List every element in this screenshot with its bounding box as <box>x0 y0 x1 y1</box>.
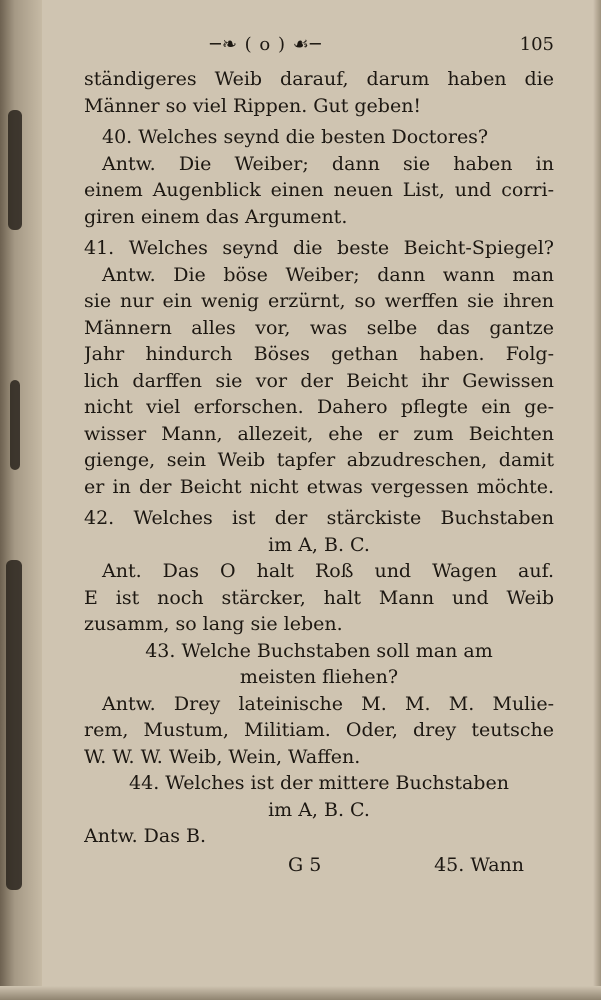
page-number: 105 <box>519 34 554 55</box>
page-edge <box>593 0 601 1000</box>
text-line: zusamm, so lang sie leben. <box>84 613 343 635</box>
question-heading: meisten fliehen? <box>239 666 399 688</box>
page-text <box>84 28 554 884</box>
question-heading: im A, B. C. <box>268 798 370 821</box>
page-footer <box>84 854 554 884</box>
running-head <box>84 28 554 66</box>
text-line: W. W. W. Weib, Wein, Waffen. <box>84 745 361 768</box>
text-line: Männer so viel Rippen. Gut geben! <box>84 94 422 117</box>
text-line: einem Augenblick einen neuen List, und corri- <box>84 179 554 201</box>
text-line: Männern alles vor, was selbe das gantze <box>84 316 554 339</box>
question-heading: im A, B. C. <box>268 533 370 556</box>
text-line: wisser Mann, allezeit, ehe er zum Beichten <box>84 422 554 445</box>
binding-stain <box>8 110 22 230</box>
text-line: giren einem das Argument. <box>84 205 348 228</box>
text-line: er in der Beicht nicht etwas vergessen möchte. <box>84 475 554 498</box>
page-bottom-edge <box>0 986 601 1000</box>
text-line: lich darffen sie vor der Beicht ihr Gewissen <box>84 369 554 392</box>
binding-stain <box>10 380 20 470</box>
binding-stain <box>6 560 22 890</box>
question-heading: 42. Welches ist der stärckiste Buchstaben <box>84 507 554 529</box>
catchword: 45. Wann <box>434 853 524 876</box>
answer-line: Antw. Die böse Weiber; dann wann man <box>102 263 554 286</box>
text-line: gienge, sein Weib tapfer abzudreschen, damit <box>84 449 554 471</box>
header-ornament: ─❧ ( o ) ☙─ <box>210 34 322 55</box>
question-heading: 44. Welches ist der mittere Buchstaben <box>129 772 509 794</box>
text-line: Jahr hindurch Böses gethan haben. Folg- <box>84 343 554 365</box>
text-line: sie nur ein wenig erzürnt, so werffen sie ihren <box>84 290 554 312</box>
answer-line: Antw. Die Weiber; dann sie haben in <box>102 152 554 175</box>
text-line: nicht viel erforschen. Dahero pflegte ein ge- <box>84 396 554 418</box>
text-line: E ist noch stärcker, halt Mann und Weib <box>84 586 554 609</box>
text-line: rem, Mustum, Militiam. Oder, drey teutsche <box>84 719 554 741</box>
question-heading: 40. Welches seynd die besten Doctores? <box>102 126 489 148</box>
answer-line: Ant. Das O halt Roß und Wagen auf. <box>102 560 554 582</box>
signature-mark: G 5 <box>288 853 322 876</box>
question-heading: 41. Welches seynd die beste Beicht-Spiegel? <box>84 237 554 259</box>
answer-line: Antw. Drey lateinische M. M. M. Mulie- <box>102 692 554 715</box>
answer-line: Antw. Das B. <box>84 825 207 847</box>
question-heading: 43. Welche Buchstaben soll man am <box>145 639 493 662</box>
text-line: ständigeres Weib darauf, darum haben die <box>84 68 554 90</box>
